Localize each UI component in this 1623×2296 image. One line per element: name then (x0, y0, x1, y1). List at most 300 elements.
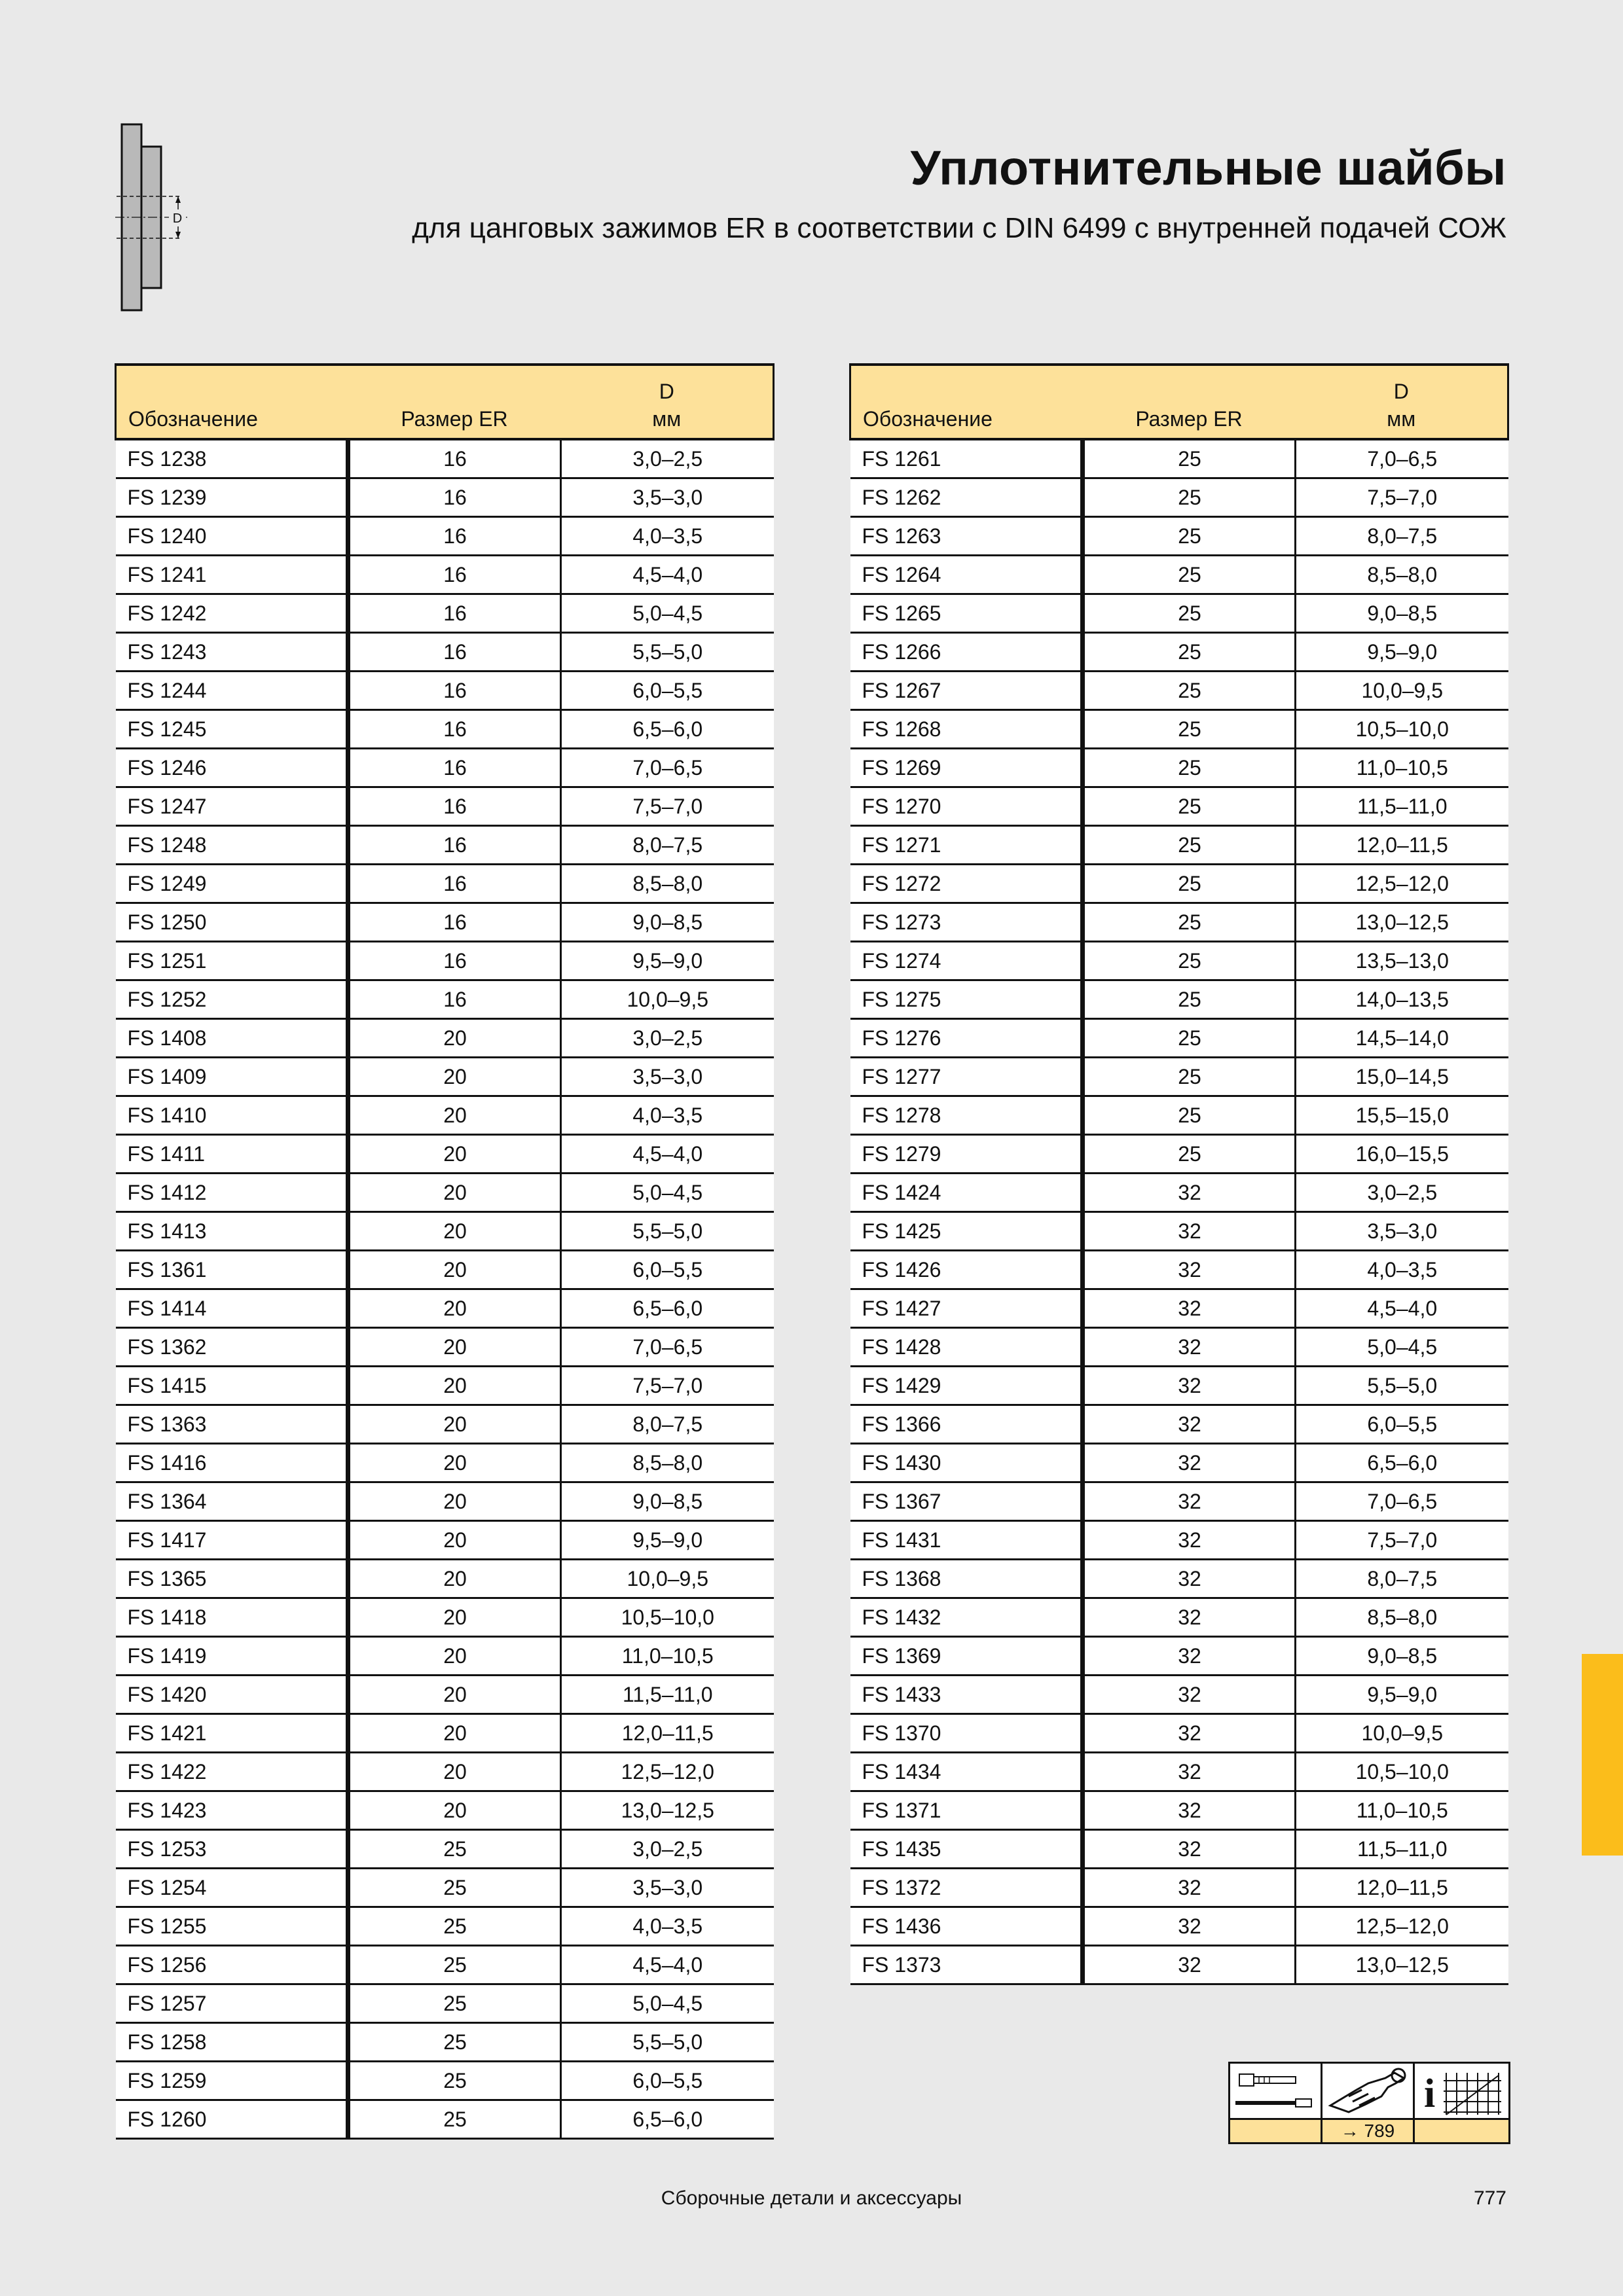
cell-d-range: 6,5–6,0 (1296, 1444, 1508, 1482)
cell-designation: FS 1435 (850, 1830, 1083, 1869)
cell-designation: FS 1416 (116, 1444, 348, 1482)
cell-er-size: 25 (1083, 1135, 1296, 1174)
cell-designation: FS 1239 (116, 478, 348, 517)
cell-d-range: 9,0–8,5 (1296, 1637, 1508, 1676)
cell-designation: FS 1265 (850, 594, 1083, 633)
drawing-dimension-label: D (172, 211, 183, 226)
cell-d-range: 9,0–8,5 (561, 903, 774, 942)
cell-d-range: 9,0–8,5 (561, 1482, 774, 1521)
cell-d-range: 13,0–12,5 (1296, 1946, 1508, 1984)
table-row (850, 710, 1508, 749)
cell-d-range: 3,0–2,5 (1296, 1174, 1508, 1212)
cell-d-range: 10,0–9,5 (561, 980, 774, 1019)
cell-er-size: 32 (1083, 1791, 1296, 1830)
reference-cell-empty (1230, 2120, 1322, 2142)
table-row (116, 1946, 774, 1984)
cell-designation: FS 1274 (850, 942, 1083, 980)
cell-d-range: 13,0–12,5 (1296, 903, 1508, 942)
cell-designation: FS 1420 (116, 1676, 348, 1714)
cell-er-size: 16 (348, 903, 561, 942)
cell-designation: FS 1431 (850, 1521, 1083, 1560)
cell-designation: FS 1362 (116, 1328, 348, 1367)
cell-er-size: 16 (348, 633, 561, 672)
cell-designation: FS 1266 (850, 633, 1083, 672)
cell-er-size: 25 (1083, 980, 1296, 1019)
cell-d-range: 11,5–11,0 (1296, 787, 1508, 826)
cell-designation: FS 1429 (850, 1367, 1083, 1405)
table-row (850, 787, 1508, 826)
header-er-size: Размер ER (348, 365, 561, 439)
cell-designation: FS 1253 (116, 1830, 348, 1869)
header-designation: Обозначение (850, 365, 1083, 439)
cell-designation: FS 1279 (850, 1135, 1083, 1174)
cell-er-size: 25 (348, 1869, 561, 1907)
cell-er-size: 16 (348, 826, 561, 865)
cell-d-range: 6,5–6,0 (561, 710, 774, 749)
cell-designation: FS 1254 (116, 1869, 348, 1907)
table-row (116, 1251, 774, 1289)
cell-designation: FS 1425 (850, 1212, 1083, 1251)
table-row (850, 1676, 1508, 1714)
cell-d-range: 11,0–10,5 (561, 1637, 774, 1676)
cell-er-size: 25 (1083, 517, 1296, 556)
cell-er-size: 20 (348, 1251, 561, 1289)
table-row (116, 478, 774, 517)
table-header-row (116, 365, 774, 439)
cell-designation: FS 1251 (116, 942, 348, 980)
table-row (116, 903, 774, 942)
cell-designation: FS 1259 (116, 2062, 348, 2100)
cell-d-range: 11,5–11,0 (561, 1676, 774, 1714)
cell-er-size: 25 (1083, 1058, 1296, 1096)
cell-er-size: 32 (1083, 1946, 1296, 1984)
cell-d-range: 12,0–11,5 (1296, 826, 1508, 865)
cell-er-size: 32 (1083, 1753, 1296, 1791)
table-row (116, 942, 774, 980)
cell-d-range: 12,0–11,5 (561, 1714, 774, 1753)
cell-designation: FS 1242 (116, 594, 348, 633)
cell-er-size: 20 (348, 1135, 561, 1174)
seal-washer-table-left (115, 363, 775, 2140)
cell-er-size: 32 (1083, 1328, 1296, 1367)
cell-d-range: 5,0–4,5 (561, 594, 774, 633)
cell-designation: FS 1243 (116, 633, 348, 672)
cell-designation: FS 1244 (116, 672, 348, 710)
cell-designation: FS 1276 (850, 1019, 1083, 1058)
cell-d-range: 6,0–5,5 (561, 1251, 774, 1289)
cell-d-range: 7,5–7,0 (561, 787, 774, 826)
cell-er-size: 25 (1083, 1096, 1296, 1135)
cell-d-range: 8,0–7,5 (561, 826, 774, 865)
cell-designation: FS 1423 (116, 1791, 348, 1830)
table-row (850, 1019, 1508, 1058)
table-row (116, 1135, 774, 1174)
cell-d-range: 12,0–11,5 (1296, 1869, 1508, 1907)
cell-designation: FS 1412 (116, 1174, 348, 1212)
table-row (116, 672, 774, 710)
cell-er-size: 20 (348, 1637, 561, 1676)
header-d-mm (561, 365, 774, 439)
cell-er-size: 20 (348, 1212, 561, 1251)
cell-er-size: 25 (1083, 672, 1296, 710)
cell-d-range: 3,5–3,0 (1296, 1212, 1508, 1251)
table-row (850, 826, 1508, 865)
table-row (116, 1984, 774, 2023)
table-row (850, 1714, 1508, 1753)
table-row (850, 1907, 1508, 1946)
cell-designation: FS 1261 (850, 439, 1083, 478)
header-d-label: D (659, 380, 674, 403)
table-row (116, 865, 774, 903)
cell-designation: FS 1415 (116, 1367, 348, 1405)
cell-d-range: 14,5–14,0 (1296, 1019, 1508, 1058)
cell-er-size: 25 (348, 2062, 561, 2100)
cell-designation: FS 1278 (850, 1096, 1083, 1135)
table-row (116, 826, 774, 865)
cell-er-size: 25 (348, 1984, 561, 2023)
cell-er-size: 25 (348, 2023, 561, 2062)
header-d-unit: мм (652, 407, 682, 431)
cell-d-range: 3,0–2,5 (561, 439, 774, 478)
cell-er-size: 16 (348, 556, 561, 594)
table-row (850, 1637, 1508, 1676)
cell-d-range: 7,5–7,0 (1296, 478, 1508, 517)
table-row (850, 1791, 1508, 1830)
table-row (116, 1830, 774, 1869)
cell-designation: FS 1246 (116, 749, 348, 787)
cell-er-size: 32 (1083, 1521, 1296, 1560)
table-row (850, 865, 1508, 903)
cell-er-size: 25 (1083, 903, 1296, 942)
table-row (850, 903, 1508, 942)
cell-er-size: 32 (1083, 1907, 1296, 1946)
cell-er-size: 16 (348, 594, 561, 633)
table-row (116, 2062, 774, 2100)
table-row (850, 517, 1508, 556)
table-row (116, 1676, 774, 1714)
cell-d-range: 6,0–5,5 (561, 672, 774, 710)
seal-washer-drawing (115, 120, 207, 314)
cell-designation: FS 1410 (116, 1096, 348, 1135)
cell-er-size: 32 (1083, 1212, 1296, 1251)
cell-er-size: 32 (1083, 1830, 1296, 1869)
cell-d-range: 11,0–10,5 (1296, 1791, 1508, 1830)
table-row (116, 1405, 774, 1444)
cell-er-size: 25 (1083, 865, 1296, 903)
header-d-label: D (1393, 380, 1409, 403)
cell-d-range: 15,5–15,0 (1296, 1096, 1508, 1135)
hand-wrench-icon (1322, 2064, 1415, 2120)
cell-designation: FS 1271 (850, 826, 1083, 865)
cell-er-size: 20 (348, 1444, 561, 1482)
cell-d-range: 13,5–13,0 (1296, 942, 1508, 980)
cell-er-size: 32 (1083, 1714, 1296, 1753)
cell-er-size: 20 (348, 1289, 561, 1328)
table-row (850, 749, 1508, 787)
table-row (116, 1058, 774, 1096)
cell-designation: FS 1241 (116, 556, 348, 594)
cell-er-size: 20 (348, 1482, 561, 1521)
reference-footer (1230, 2118, 1508, 2142)
cell-designation: FS 1267 (850, 672, 1083, 710)
cell-er-size: 32 (1083, 1869, 1296, 1907)
table-row (850, 1367, 1508, 1405)
cell-d-range: 12,5–12,0 (1296, 1907, 1508, 1946)
table-row (850, 556, 1508, 594)
cell-designation: FS 1422 (116, 1753, 348, 1791)
svg-text:i: i (1424, 2072, 1436, 2116)
cell-d-range: 13,0–12,5 (561, 1791, 774, 1830)
cell-d-range: 9,5–9,0 (1296, 633, 1508, 672)
cell-er-size: 25 (348, 1907, 561, 1946)
cell-d-range: 4,5–4,0 (561, 556, 774, 594)
table-body-right (850, 439, 1508, 1984)
cell-d-range: 5,0–4,5 (561, 1984, 774, 2023)
reference-cell-empty (1415, 2120, 1506, 2142)
cell-d-range: 7,5–7,0 (561, 1367, 774, 1405)
cell-er-size: 32 (1083, 1367, 1296, 1405)
cell-d-range: 15,0–14,5 (1296, 1058, 1508, 1096)
cell-er-size: 16 (348, 478, 561, 517)
table-row (850, 1405, 1508, 1444)
cell-designation: FS 1270 (850, 787, 1083, 826)
page-reference-link[interactable]: → 789 (1322, 2120, 1415, 2142)
table-row (850, 1598, 1508, 1637)
cell-er-size: 25 (1083, 1019, 1296, 1058)
table-row (850, 1560, 1508, 1598)
cell-d-range: 4,5–4,0 (561, 1135, 774, 1174)
cell-d-range: 12,5–12,0 (1296, 865, 1508, 903)
table-row (850, 1946, 1508, 1984)
cell-er-size: 20 (348, 1791, 561, 1830)
cell-designation: FS 1260 (116, 2100, 348, 2139)
cell-d-range: 4,0–3,5 (561, 517, 774, 556)
cell-designation: FS 1272 (850, 865, 1083, 903)
cell-d-range: 10,0–9,5 (1296, 672, 1508, 710)
cell-er-size: 25 (1083, 942, 1296, 980)
cell-er-size: 32 (1083, 1444, 1296, 1482)
cell-er-size: 16 (348, 672, 561, 710)
cell-er-size: 25 (1083, 710, 1296, 749)
cell-er-size: 20 (348, 1328, 561, 1367)
cell-er-size: 16 (348, 517, 561, 556)
table-row (850, 980, 1508, 1019)
info-grid-icon (1415, 2064, 1506, 2120)
cell-designation: FS 1250 (116, 903, 348, 942)
cell-designation: FS 1262 (850, 478, 1083, 517)
table-row (116, 1714, 774, 1753)
table-row (116, 710, 774, 749)
table-row (850, 1135, 1508, 1174)
table-row (116, 1482, 774, 1521)
cell-d-range: 6,0–5,5 (1296, 1405, 1508, 1444)
cell-designation: FS 1256 (116, 1946, 348, 1984)
cell-er-size: 32 (1083, 1482, 1296, 1521)
cell-designation: FS 1368 (850, 1560, 1083, 1598)
cell-designation: FS 1430 (850, 1444, 1083, 1482)
cell-er-size: 20 (348, 1058, 561, 1096)
cell-designation: FS 1414 (116, 1289, 348, 1328)
cell-d-range: 4,0–3,5 (561, 1907, 774, 1946)
table-row (116, 1444, 774, 1482)
cell-designation: FS 1370 (850, 1714, 1083, 1753)
table-row (116, 1907, 774, 1946)
cell-designation: FS 1365 (116, 1560, 348, 1598)
cell-d-range: 7,5–7,0 (1296, 1521, 1508, 1560)
table-row (850, 672, 1508, 710)
cell-designation: FS 1371 (850, 1791, 1083, 1830)
cell-er-size: 25 (348, 1946, 561, 1984)
table-row (850, 1328, 1508, 1367)
table-row (116, 594, 774, 633)
cell-er-size: 25 (348, 2100, 561, 2139)
footer-section-label: Сборочные детали и аксессуары (661, 2187, 962, 2209)
cell-d-range: 14,0–13,5 (1296, 980, 1508, 1019)
table-row (116, 1637, 774, 1676)
cell-designation: FS 1413 (116, 1212, 348, 1251)
cell-designation: FS 1361 (116, 1251, 348, 1289)
cell-d-range: 5,0–4,5 (561, 1174, 774, 1212)
cell-er-size: 25 (1083, 594, 1296, 633)
table-row (116, 2100, 774, 2139)
table-row (850, 633, 1508, 672)
cell-d-range: 8,5–8,0 (1296, 556, 1508, 594)
cell-designation: FS 1369 (850, 1637, 1083, 1676)
cell-er-size: 32 (1083, 1251, 1296, 1289)
table-row (116, 1791, 774, 1830)
cell-d-range: 9,5–9,0 (1296, 1676, 1508, 1714)
cell-d-range: 5,5–5,0 (561, 633, 774, 672)
cell-er-size: 20 (348, 1676, 561, 1714)
cell-er-size: 20 (348, 1560, 561, 1598)
cell-d-range: 3,0–2,5 (561, 1830, 774, 1869)
cell-d-range: 6,0–5,5 (561, 2062, 774, 2100)
table-row (116, 1869, 774, 1907)
cell-er-size: 16 (348, 749, 561, 787)
cell-designation: FS 1268 (850, 710, 1083, 749)
cell-er-size: 16 (348, 980, 561, 1019)
page-title: Уплотнительные шайбы (910, 141, 1506, 195)
cell-designation: FS 1255 (116, 1907, 348, 1946)
reference-icon-box (1228, 2062, 1510, 2144)
cell-d-range: 4,0–3,5 (561, 1096, 774, 1135)
cell-designation: FS 1409 (116, 1058, 348, 1096)
cell-designation: FS 1367 (850, 1482, 1083, 1521)
cell-d-range: 4,5–4,0 (561, 1946, 774, 1984)
cell-d-range: 3,0–2,5 (561, 1019, 774, 1058)
header-designation: Обозначение (116, 365, 348, 439)
cell-designation: FS 1240 (116, 517, 348, 556)
cell-designation: FS 1432 (850, 1598, 1083, 1637)
cell-d-range: 7,0–6,5 (1296, 1482, 1508, 1521)
cell-designation: FS 1364 (116, 1482, 348, 1521)
cell-designation: FS 1247 (116, 787, 348, 826)
cell-d-range: 6,5–6,0 (561, 2100, 774, 2139)
table-row (116, 1174, 774, 1212)
cell-er-size: 32 (1083, 1405, 1296, 1444)
cell-er-size: 20 (348, 1753, 561, 1791)
table-row (116, 1367, 774, 1405)
cell-d-range: 12,5–12,0 (561, 1753, 774, 1791)
cell-d-range: 5,5–5,0 (1296, 1367, 1508, 1405)
header-d-unit: мм (1387, 407, 1416, 431)
cell-er-size: 20 (348, 1714, 561, 1753)
cell-d-range: 7,0–6,5 (1296, 439, 1508, 478)
table-row (116, 980, 774, 1019)
table-body-left (116, 439, 774, 2139)
cell-d-range: 8,0–7,5 (1296, 517, 1508, 556)
section-tab-marker (1582, 1654, 1623, 1856)
cell-d-range: 11,0–10,5 (1296, 749, 1508, 787)
table-row (850, 1251, 1508, 1289)
table-row (850, 594, 1508, 633)
table-row (850, 1289, 1508, 1328)
cell-d-range: 4,0–3,5 (1296, 1251, 1508, 1289)
page-subtitle: для цанговых зажимов ER в соответствии с DIN 6499 с внутренней подачей СОЖ (412, 212, 1506, 244)
cell-er-size: 32 (1083, 1676, 1296, 1714)
cell-d-range: 10,5–10,0 (561, 1598, 774, 1637)
table-row (850, 478, 1508, 517)
seal-washer-table-right (849, 363, 1509, 1985)
cell-d-range: 8,5–8,0 (561, 865, 774, 903)
cell-designation: FS 1373 (850, 1946, 1083, 1984)
cell-d-range: 5,0–4,5 (1296, 1328, 1508, 1367)
cell-er-size: 20 (348, 1598, 561, 1637)
cell-d-range: 8,0–7,5 (561, 1405, 774, 1444)
cell-designation: FS 1258 (116, 2023, 348, 2062)
table-row (850, 439, 1508, 478)
cell-er-size: 25 (1083, 633, 1296, 672)
table-row (116, 1521, 774, 1560)
header-d-mm (1296, 365, 1508, 439)
cell-d-range: 8,0–7,5 (1296, 1560, 1508, 1598)
table-row (116, 1560, 774, 1598)
cell-d-range: 7,0–6,5 (561, 749, 774, 787)
table-row (850, 1444, 1508, 1482)
cell-er-size: 20 (348, 1521, 561, 1560)
table-row (850, 1174, 1508, 1212)
cell-d-range: 3,5–3,0 (561, 1058, 774, 1096)
cell-designation: FS 1263 (850, 517, 1083, 556)
table-row (850, 1096, 1508, 1135)
cell-d-range: 9,0–8,5 (1296, 594, 1508, 633)
cell-designation: FS 1252 (116, 980, 348, 1019)
cell-er-size: 16 (348, 787, 561, 826)
cell-er-size: 25 (1083, 787, 1296, 826)
table-row (116, 1328, 774, 1367)
cell-d-range: 10,5–10,0 (1296, 1753, 1508, 1791)
cell-er-size: 16 (348, 942, 561, 980)
cell-designation: FS 1436 (850, 1907, 1083, 1946)
cell-er-size: 25 (1083, 439, 1296, 478)
cell-er-size: 25 (1083, 556, 1296, 594)
cell-designation: FS 1273 (850, 903, 1083, 942)
cell-d-range: 4,5–4,0 (1296, 1289, 1508, 1328)
cell-er-size: 20 (348, 1096, 561, 1135)
cell-d-range: 10,0–9,5 (1296, 1714, 1508, 1753)
cell-d-range: 9,5–9,0 (561, 1521, 774, 1560)
cell-d-range: 10,5–10,0 (1296, 710, 1508, 749)
cell-d-range: 7,0–6,5 (561, 1328, 774, 1367)
cell-designation: FS 1408 (116, 1019, 348, 1058)
cell-designation: FS 1433 (850, 1676, 1083, 1714)
cell-d-range: 11,5–11,0 (1296, 1830, 1508, 1869)
bolt-wrench-icon (1230, 2064, 1322, 2120)
cell-designation: FS 1419 (116, 1637, 348, 1676)
table-row (850, 1869, 1508, 1907)
cell-designation: FS 1264 (850, 556, 1083, 594)
cell-d-range: 9,5–9,0 (561, 942, 774, 980)
